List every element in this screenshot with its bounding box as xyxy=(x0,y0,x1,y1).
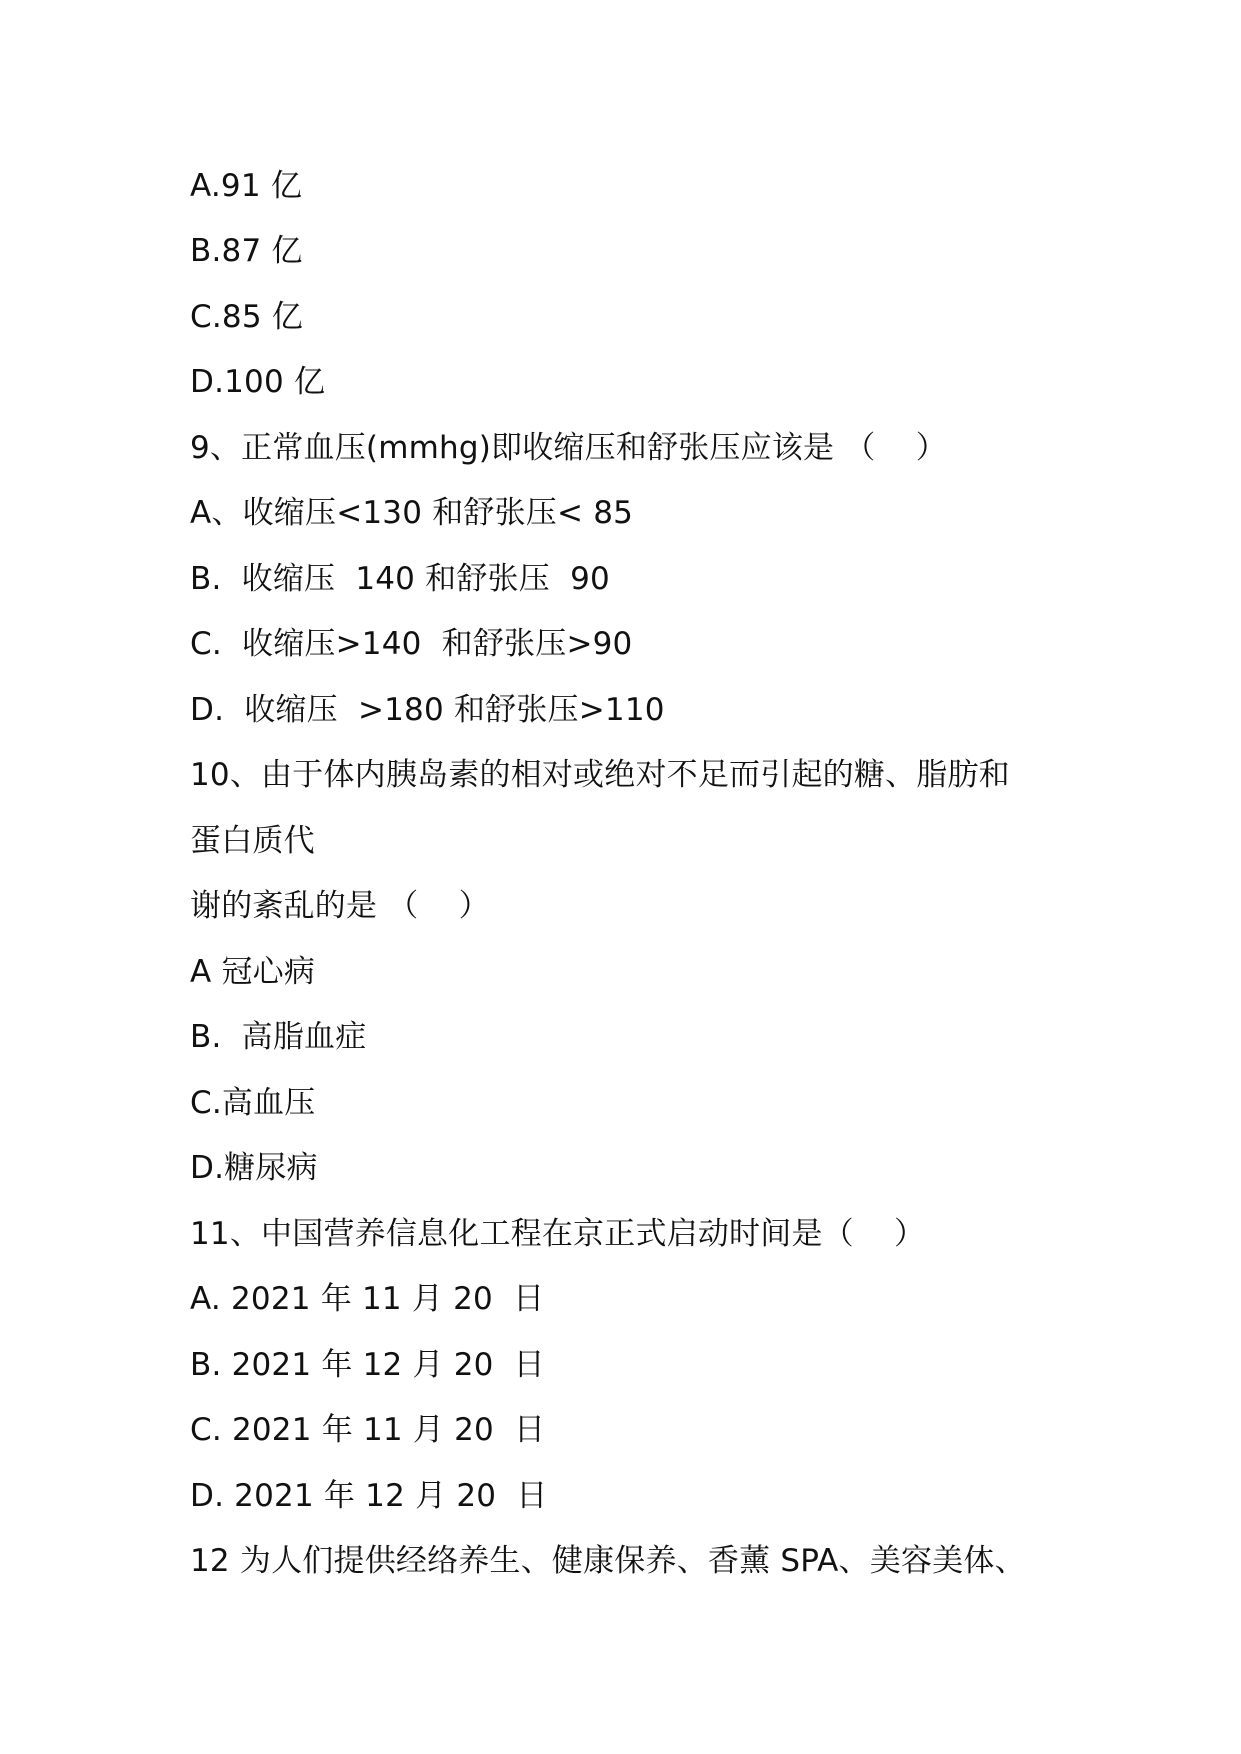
question-10-line-1: 10、由于体内胰岛素的相对或绝对不足而引起的糖、脂肪和 xyxy=(190,757,1010,793)
option-a-q10: A 冠心病 xyxy=(190,954,316,990)
question-10-line-3: 谢的紊乱的是 （ ） xyxy=(190,888,490,924)
option-d-q10: D.糖尿病 xyxy=(190,1150,318,1186)
option-b-q9: B. 收缩压 140 和舒张压 90 xyxy=(190,561,610,597)
question-9: 9、正常血压(mmhg)即收缩压和舒张压应该是 （ ） xyxy=(190,430,947,466)
option-c-q8: C.85 亿 xyxy=(190,299,303,335)
option-d-q8: D.100 亿 xyxy=(190,364,326,400)
option-d-q11: D. 2021 年 12 月 20 日 xyxy=(190,1478,548,1514)
option-b-q8: B.87 亿 xyxy=(190,233,303,269)
question-12-line-1: 12 为人们提供经络养生、健康保养、香薰 SPA、美容美体、 xyxy=(190,1543,1026,1579)
option-d-q9: D. 收缩压 >180 和舒张压>110 xyxy=(190,692,665,728)
option-a-q11: A. 2021 年 11 月 20 日 xyxy=(190,1281,545,1317)
question-11: 11、中国营养信息化工程在京正式启动时间是（ ） xyxy=(190,1216,926,1252)
option-a-q9: A、收缩压<130 和舒张压< 85 xyxy=(190,495,634,531)
option-c-q11: C. 2021 年 11 月 20 日 xyxy=(190,1412,546,1448)
option-c-q9: C. 收缩压>140 和舒张压>90 xyxy=(190,626,633,662)
option-c-q10: C.高血压 xyxy=(190,1085,316,1121)
option-b-q11: B. 2021 年 12 月 20 日 xyxy=(190,1347,545,1383)
question-10-line-2: 蛋白质代 xyxy=(190,823,315,859)
option-a-q8: A.91 亿 xyxy=(190,168,303,204)
option-b-q10: B. 高脂血症 xyxy=(190,1019,367,1055)
